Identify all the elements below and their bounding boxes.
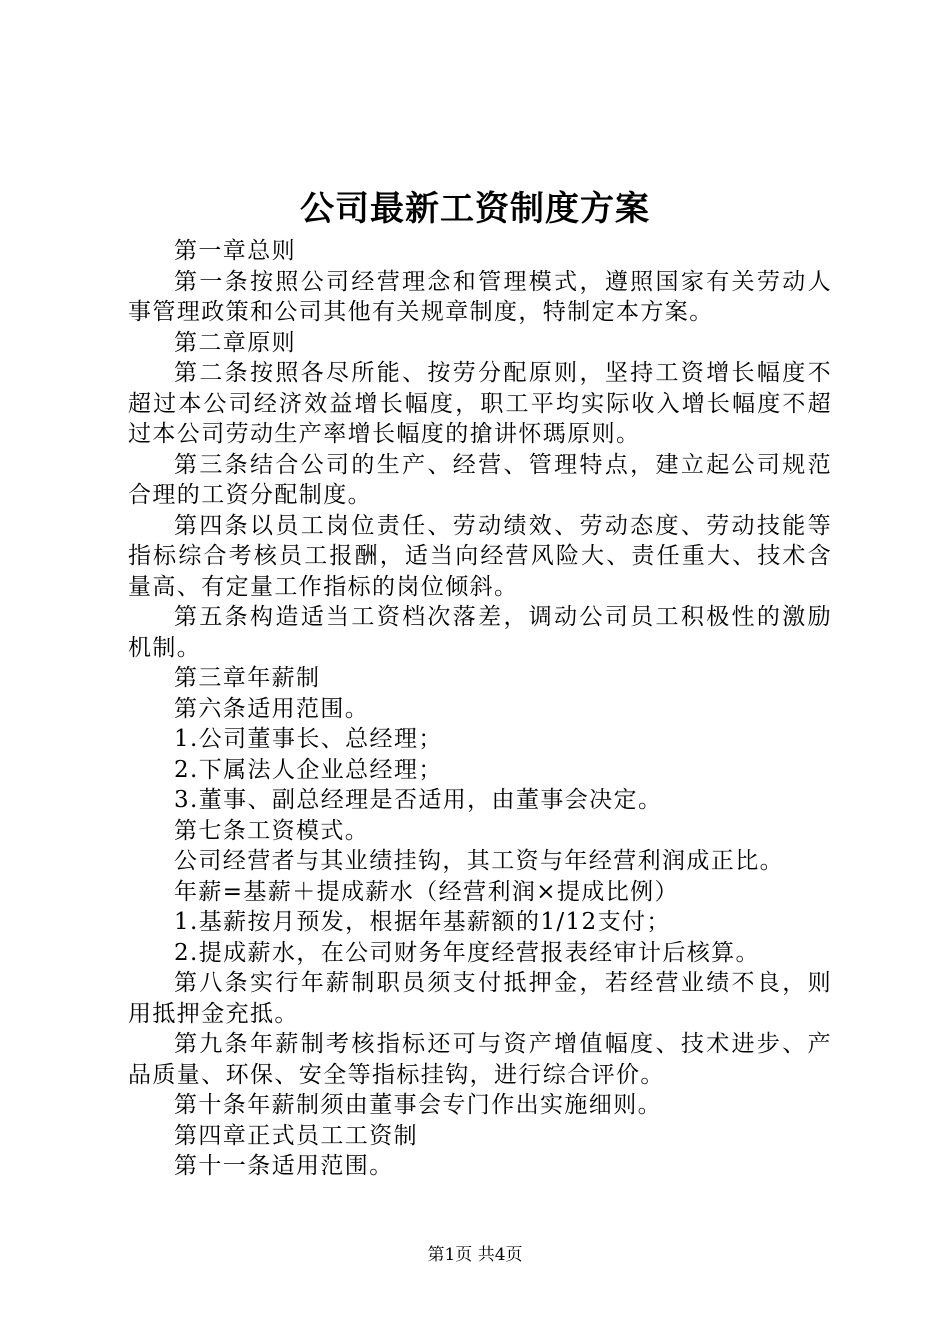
paragraph: 3.董事、副总经理是否适用，由董事会决定。 xyxy=(174,787,663,813)
paragraph: 第三条结合公司的生产、经营、管理特点，建立起公司规范合理的工资分配制度。 xyxy=(128,451,832,508)
paragraph: 第一章总则 xyxy=(174,238,296,264)
paragraph: 1.基薪按月预发，根据年基薪额的1/12支付； xyxy=(174,909,671,935)
paragraph: 第九条年薪制考核指标还可与资产增值幅度、技术进步、产品质量、环保、安全等指标挂钩，进行综合评价。 xyxy=(128,1031,832,1088)
paragraph: 第四章正式员工工资制 xyxy=(174,1122,418,1149)
document-title: 公司最新工资制度方案 xyxy=(300,189,650,229)
paragraph: 第四条以员工岗位责任、劳动绩效、劳动态度、劳动技能等指标综合考核员工报酬，适当向经营风险大、责任重大、技术含量高、有定量工作指标的岗位倾斜。 xyxy=(128,512,832,600)
paragraph: 2.下属法人企业总经理； xyxy=(174,756,443,783)
paragraph: 第七条工资模式。 xyxy=(174,817,370,844)
page-number-footer: 第1页 共4页 xyxy=(427,1245,523,1265)
paragraph: 2.提成薪水，在公司财务年度经营报表经审计后核算。 xyxy=(174,939,760,966)
paragraph: 第八条实行年薪制职员须支付抵押金，若经营业绩不良，则用抵押金充抵。 xyxy=(128,970,832,1027)
paragraph: 第一条按照公司经营理念和管理模式，遵照国家有关劳动人事管理政策和公司其他有关规章制度，特制定本方案。 xyxy=(128,268,832,325)
paragraph: 公司经营者与其业绩挂钩，其工资与年经营利润成正比。 xyxy=(174,848,784,874)
paragraph: 第六条适用范围。 xyxy=(174,695,370,722)
paragraph: 第十条年薪制须由董事会专门作出实施细则。 xyxy=(174,1092,662,1118)
paragraph: 第二章原则 xyxy=(174,329,296,356)
paragraph: 1.公司董事长、总经理； xyxy=(174,726,443,752)
paragraph: 第五条构造适当工资档次落差，调动公司员工积极性的激励机制。 xyxy=(128,604,832,661)
document-body xyxy=(128,236,832,1182)
paragraph: 第三章年薪制 xyxy=(174,665,321,691)
paragraph: 第十一条适用范围。 xyxy=(174,1153,394,1179)
paragraph: 年薪=基薪＋提成薪水（经营利润×提成比例） xyxy=(174,878,679,905)
paragraph: 第二条按照各尽所能、按劳分配原则，坚持工资增长幅度不超过本公司经济效益增长幅度，职工平均实际收入增长幅度不超过本公司劳动生产率增长幅度的搶讲怀瑪原则。 xyxy=(128,360,832,447)
